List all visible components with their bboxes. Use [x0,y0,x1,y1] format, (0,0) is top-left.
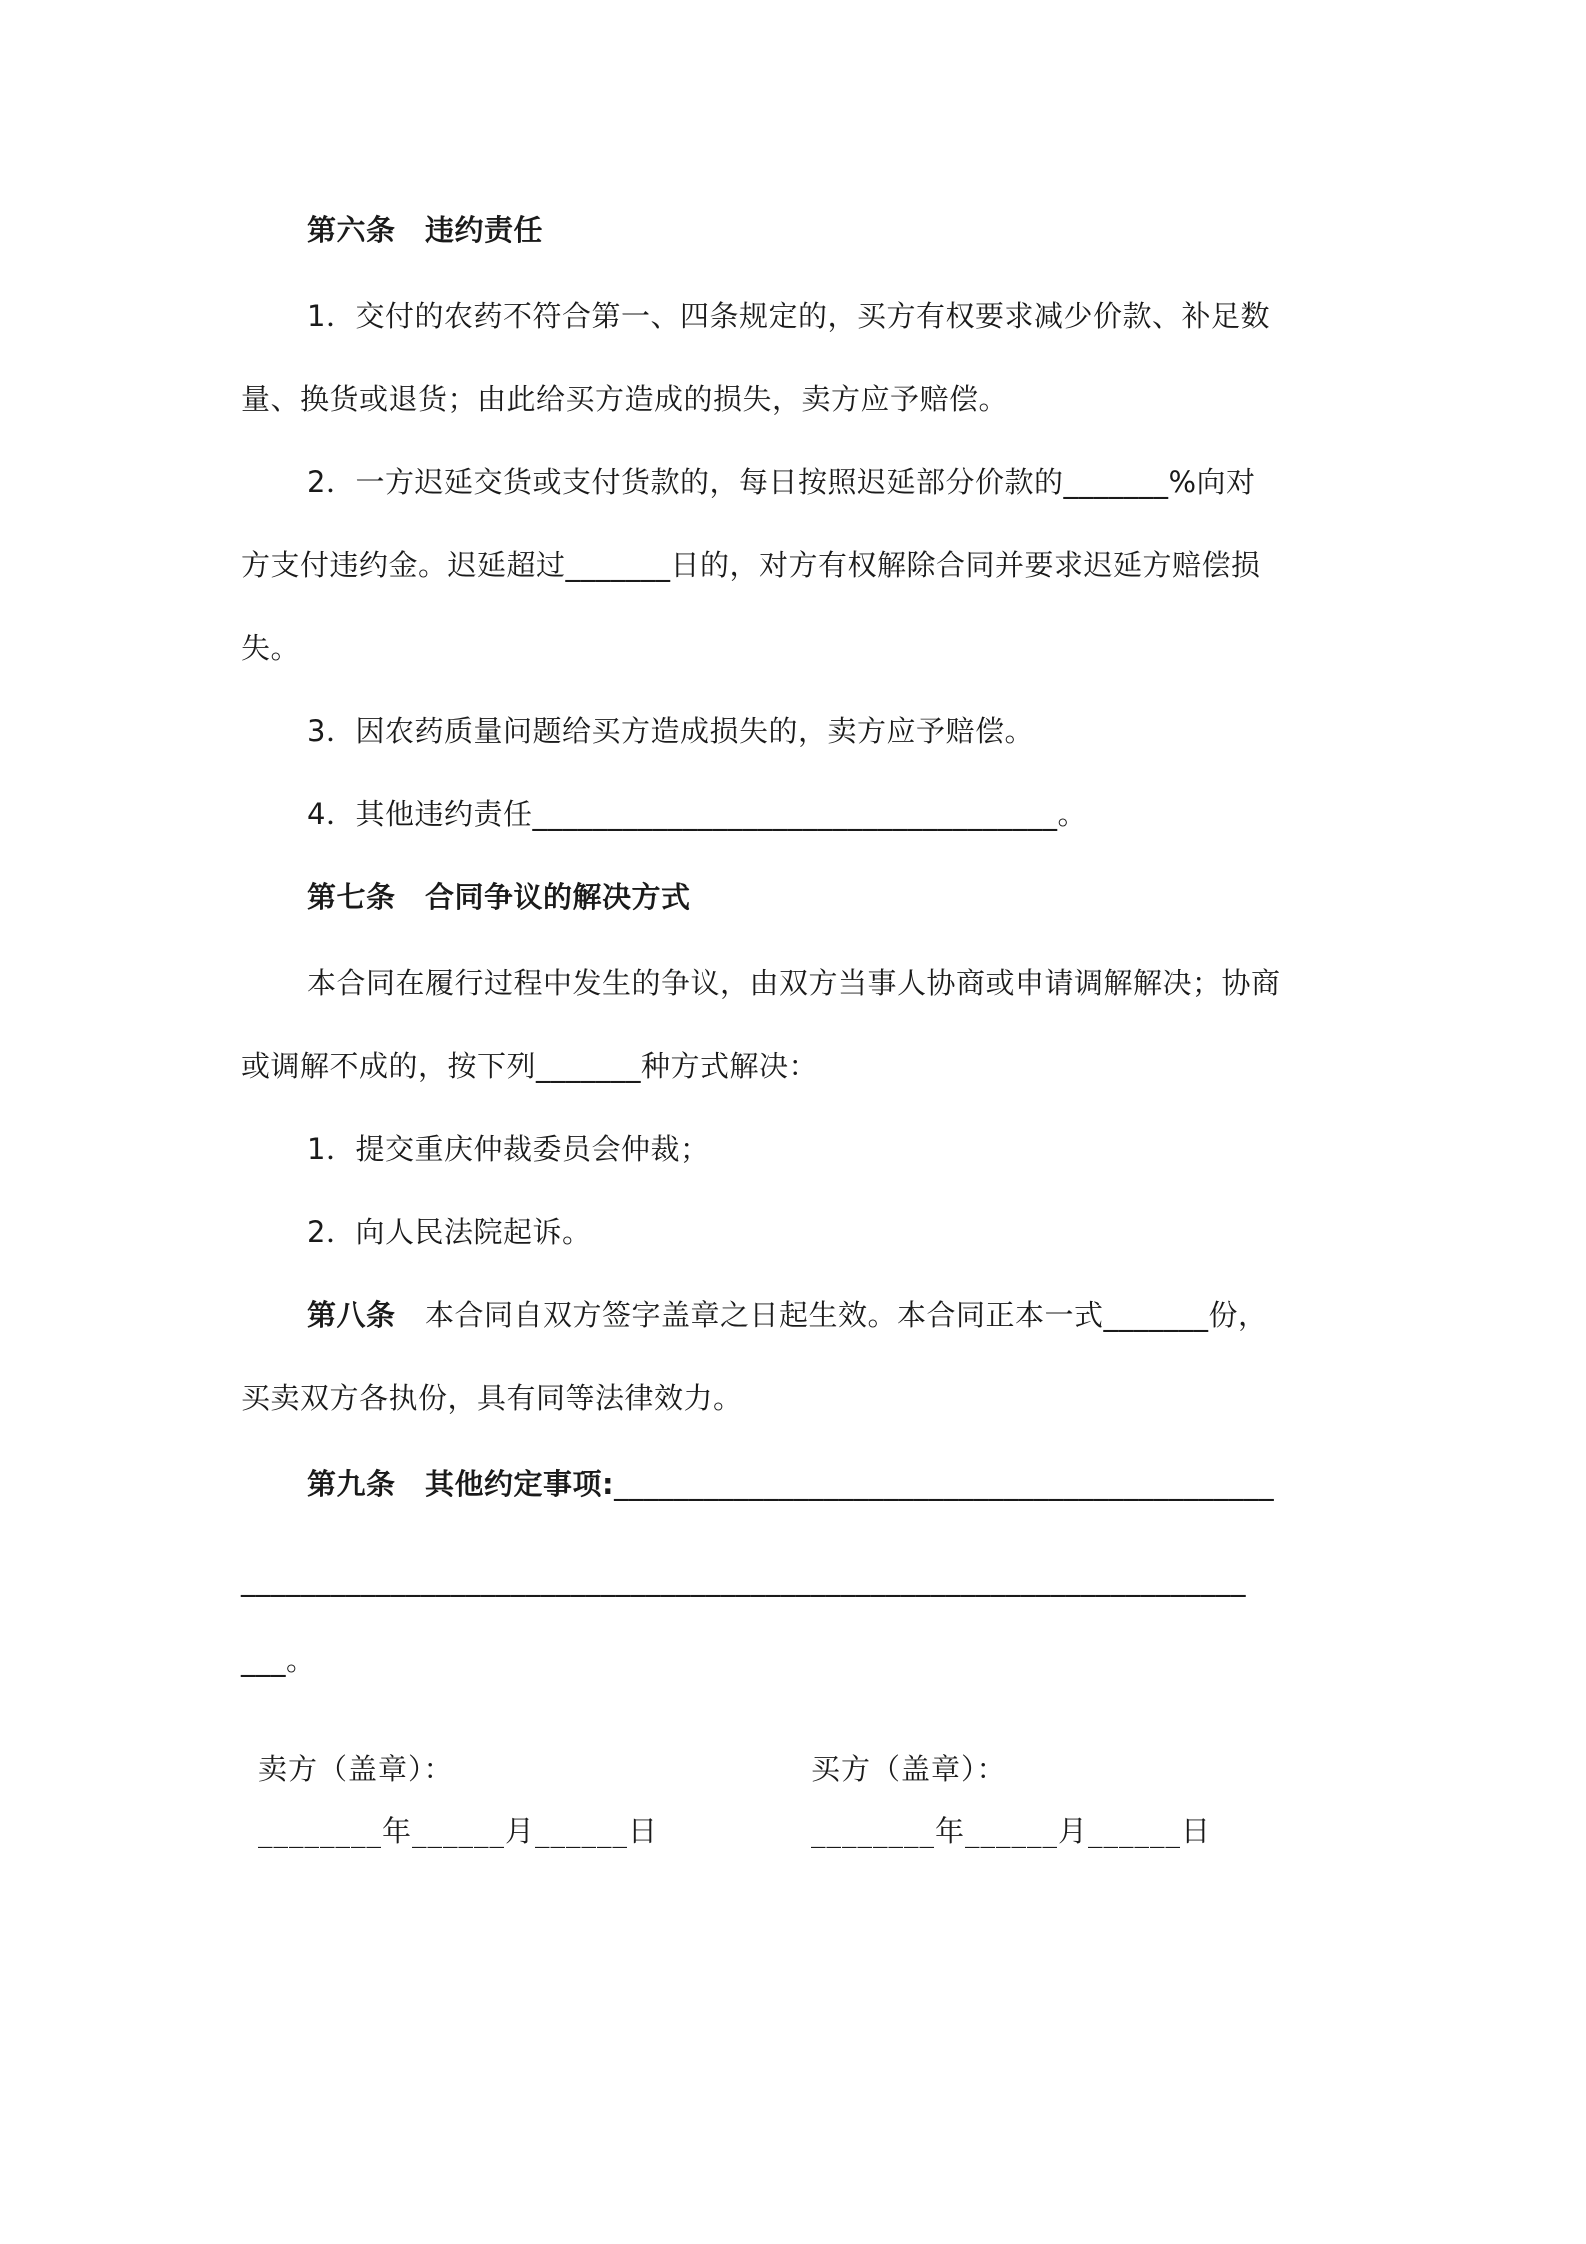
buyer-date: ________年______月______日 [811,1814,1212,1848]
article7-heading: 第七条 合同争议的解决方式 [307,880,691,914]
article8-text: 本合同自双方签字盖章之日起生效。本合同正本一式_______份， [395,1298,1268,1332]
article7-option1: 1．提交重庆仲裁委员会仲裁； [307,1132,710,1166]
article9-line2: ___________________________________________________________________ [241,1563,1246,1597]
article6-item2-line3: 失。 [241,631,301,665]
article9-label: 第九条 其他约定事项: [307,1467,615,1501]
article6-item3: 3．因农药质量问题给买方造成损失的，卖方应予赔偿。 [307,714,1034,748]
article9-line1 [307,1464,1427,1504]
article8-label: 第八条 [307,1298,396,1332]
article6-item4: 4．其他违约责任___________________________________。 [307,797,1087,831]
seller-seal-label: 卖方（盖章）： [258,1752,454,1786]
article9-blank: ____________________________________________ [614,1467,1275,1501]
article6-heading: 第六条 违约责任 [307,213,544,247]
seller-date: ________年______月______日 [258,1814,659,1848]
article6-item2-line2: 方支付违约金。迟延超过_______日的，对方有权解除合同并要求迟延方赔偿损 [241,548,1261,582]
article8-line2: 买卖双方各执份，具有同等法律效力。 [241,1381,743,1415]
article6-item1-line2: 量、换货或退货；由此给买方造成的损失，卖方应予赔偿。 [241,382,1009,416]
article9-line3: ___。 [241,1643,316,1677]
buyer-seal-label: 买方（盖章）： [811,1752,1007,1786]
article7-para-line1: 本合同在履行过程中发生的争议，由双方当事人协商或申请调解解决；协商 [307,966,1281,1000]
article8-line1 [307,1295,1427,1335]
article6-item2-line1: 2．一方迟延交货或支付货款的，每日按照迟延部分价款的_______%向对 [307,465,1256,499]
article6-item1-line1: 1．交付的农药不符合第一、四条规定的，买方有权要求减少价款、补足数 [307,299,1270,333]
article7-para-line2: 或调解不成的，按下列_______种方式解决： [241,1049,819,1083]
article7-option2: 2．向人民法院起诉。 [307,1215,592,1249]
